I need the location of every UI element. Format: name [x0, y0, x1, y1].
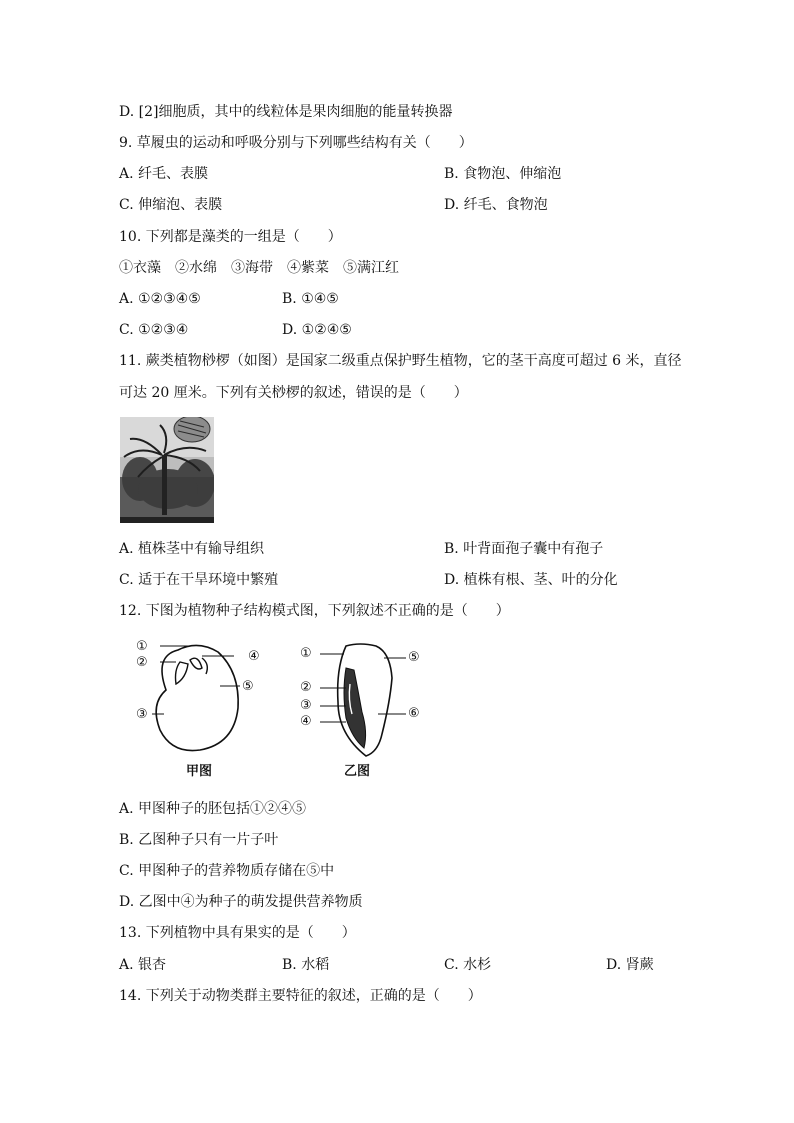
- q9-option-a: A. 纤毛、表膜: [119, 166, 209, 182]
- seed-b-label-1: ①: [300, 646, 312, 661]
- q14-stem: 14. 下列关于动物类群主要特征的叙述，正确的是（ ）: [119, 988, 482, 1004]
- q10-stem: 10. 下列都是藻类的一组是（ ）: [119, 229, 342, 245]
- q9-stem: 9. 草履虫的运动和呼吸分别与下列哪些结构有关（ ）: [119, 135, 473, 151]
- q10-option-c: C. ①②③④: [119, 322, 189, 338]
- seed-b-label-4: ④: [300, 714, 312, 729]
- seed-a-caption: 甲图: [186, 764, 213, 779]
- tree-fern-photo: [120, 417, 214, 523]
- q9-option-c: C. 伸缩泡、表膜: [119, 197, 223, 213]
- q11-option-d: D. 植株有根、茎、叶的分化: [444, 572, 618, 588]
- seed-b-label-3: ③: [300, 698, 312, 713]
- q11-option-b: B. 叶背面孢子囊中有孢子: [444, 541, 604, 557]
- q12-option-a: A. 甲图种子的胚包括①②④⑤: [119, 801, 307, 817]
- q9-option-b: B. 食物泡、伸缩泡: [444, 166, 562, 182]
- seed-a-label-3: ③: [136, 707, 148, 722]
- q12-option-d: D. 乙图中④为种子的萌发提供营养物质: [119, 894, 363, 910]
- q13-option-c: C. 水杉: [444, 957, 492, 973]
- q11-stem-line1: 11. 蕨类植物桫椤（如图）是国家二级重点保护野生植物，它的茎干高度可超过 6 米，直径: [119, 353, 682, 369]
- q13-stem: 13. 下列植物中具有果实的是（ ）: [119, 925, 356, 941]
- q12-option-c: C. 甲图种子的营养物质存储在⑤中: [119, 863, 335, 879]
- q11-option-c: C. 适于在干旱环境中繁殖: [119, 572, 279, 588]
- seed-diagram-a: [130, 638, 280, 783]
- seed-diagram-b: [298, 638, 438, 783]
- q13-option-b: B. 水稻: [282, 957, 330, 973]
- seed-b-label-6: ⑥: [408, 706, 420, 721]
- q11-stem-line2: 可达 20 厘米。下列有关桫椤的叙述，错误的是（ ）: [119, 385, 468, 401]
- q10-option-b: B. ①④⑤: [282, 291, 339, 307]
- q10-option-a: A. ①②③④⑤: [119, 291, 201, 307]
- q9-option-d: D. 纤毛、食物泡: [444, 197, 548, 213]
- seed-b-label-5: ⑤: [408, 650, 420, 665]
- q11-option-a: A. 植株茎中有输导组织: [119, 541, 265, 557]
- seed-b-caption: 乙图: [344, 764, 371, 779]
- seed-a-label-5: ⑤: [242, 679, 254, 694]
- q8-option-d: D. [2]细胞质，其中的线粒体是果肉细胞的能量转换器: [119, 104, 453, 120]
- q13-option-a: A. 银杏: [119, 957, 167, 973]
- q12-stem: 12. 下图为植物种子结构模式图，下列叙述不正确的是（ ）: [119, 603, 510, 619]
- seed-a-label-4: ④: [248, 649, 260, 664]
- q13-option-d: D. 肾蕨: [606, 957, 654, 973]
- q10-option-d: D. ①②④⑤: [282, 322, 352, 338]
- seed-a-label-2: ②: [136, 655, 148, 670]
- seed-b-label-2: ②: [300, 680, 312, 695]
- q12-option-b: B. 乙图种子只有一片子叶: [119, 832, 279, 848]
- seed-a-label-1: ①: [136, 639, 148, 654]
- q10-items: ①衣藻 ②水绵 ③海带 ④紫菜 ⑤满江红: [119, 260, 399, 276]
